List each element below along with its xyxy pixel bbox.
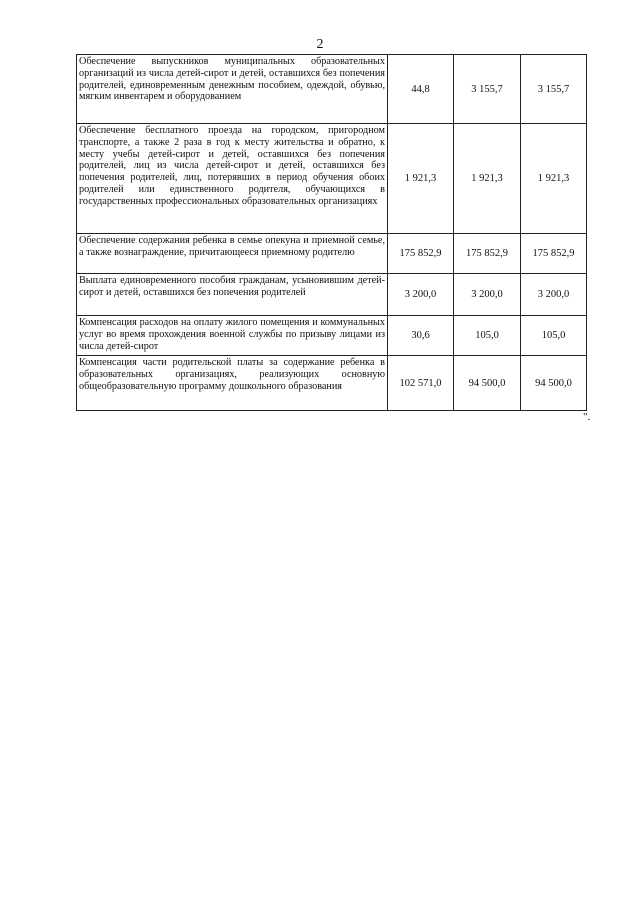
row-description: Компенсация расходов на оплату жилого помещения и коммунальных услуг во время прохождения военной службы по призыву лицами из числа детей-сирот bbox=[77, 316, 388, 356]
row-description: Компенсация части родительской платы за содержание ребенка в образовательных организациях, реализующих основную общеобразовательную программу дошкольного образования bbox=[77, 356, 388, 411]
value-cell: 175 852,9 bbox=[388, 234, 454, 274]
value-cell: 3 200,0 bbox=[521, 274, 587, 316]
row-description: Обеспечение содержания ребенка в семье опекуна и приемной семье, а также вознаграждение, причитающееся приемному родителю bbox=[77, 234, 388, 274]
value-cell: 175 852,9 bbox=[454, 234, 521, 274]
table-row bbox=[77, 316, 587, 356]
table-row bbox=[77, 274, 587, 316]
value-cell: 1 921,3 bbox=[521, 124, 587, 234]
budget-table bbox=[76, 54, 587, 411]
row-description: Выплата единовременного пособия гражданам, усыновившим детей-сирот и детей, оставшихся без попечения родителей bbox=[77, 274, 388, 316]
value-cell: 102 571,0 bbox=[388, 356, 454, 411]
value-cell: 1 921,3 bbox=[388, 124, 454, 234]
row-description: Обеспечение бесплатного проезда на городском, пригородном транспорте, а также 2 раза в год к месту жительства и обратно, к месту учебы детей-сирот и детей, оставшихся без попечения родителей, лиц из числа детей-сирот и детей, оставшихся без попечения родителей, лиц, потерявших в период обучения обоих родителей или единственного родителя, обучающихся в государственных профессиональных образовательных организациях bbox=[77, 124, 388, 234]
table-row bbox=[77, 356, 587, 411]
value-cell: 3 200,0 bbox=[388, 274, 454, 316]
value-cell: 3 155,7 bbox=[521, 55, 587, 124]
closing-quote-mark: ". bbox=[583, 411, 591, 423]
value-cell: 175 852,9 bbox=[521, 234, 587, 274]
table-row bbox=[77, 124, 587, 234]
value-cell: 3 200,0 bbox=[454, 274, 521, 316]
value-cell: 1 921,3 bbox=[454, 124, 521, 234]
page-number: 2 bbox=[316, 37, 324, 52]
table-row bbox=[77, 234, 587, 274]
value-cell: 30,6 bbox=[388, 316, 454, 356]
value-cell: 105,0 bbox=[521, 316, 587, 356]
table-row bbox=[77, 55, 587, 124]
value-cell: 94 500,0 bbox=[521, 356, 587, 411]
row-description: Обеспечение выпускников муниципальных образовательных организаций из числа детей-сирот и детей, оставшихся без попечения родителей, единовременным денежным пособием, одеждой, обувью, мягким инвентарем и оборудованием bbox=[77, 55, 388, 124]
value-cell: 105,0 bbox=[454, 316, 521, 356]
value-cell: 94 500,0 bbox=[454, 356, 521, 411]
value-cell: 44,8 bbox=[388, 55, 454, 124]
value-cell: 3 155,7 bbox=[454, 55, 521, 124]
